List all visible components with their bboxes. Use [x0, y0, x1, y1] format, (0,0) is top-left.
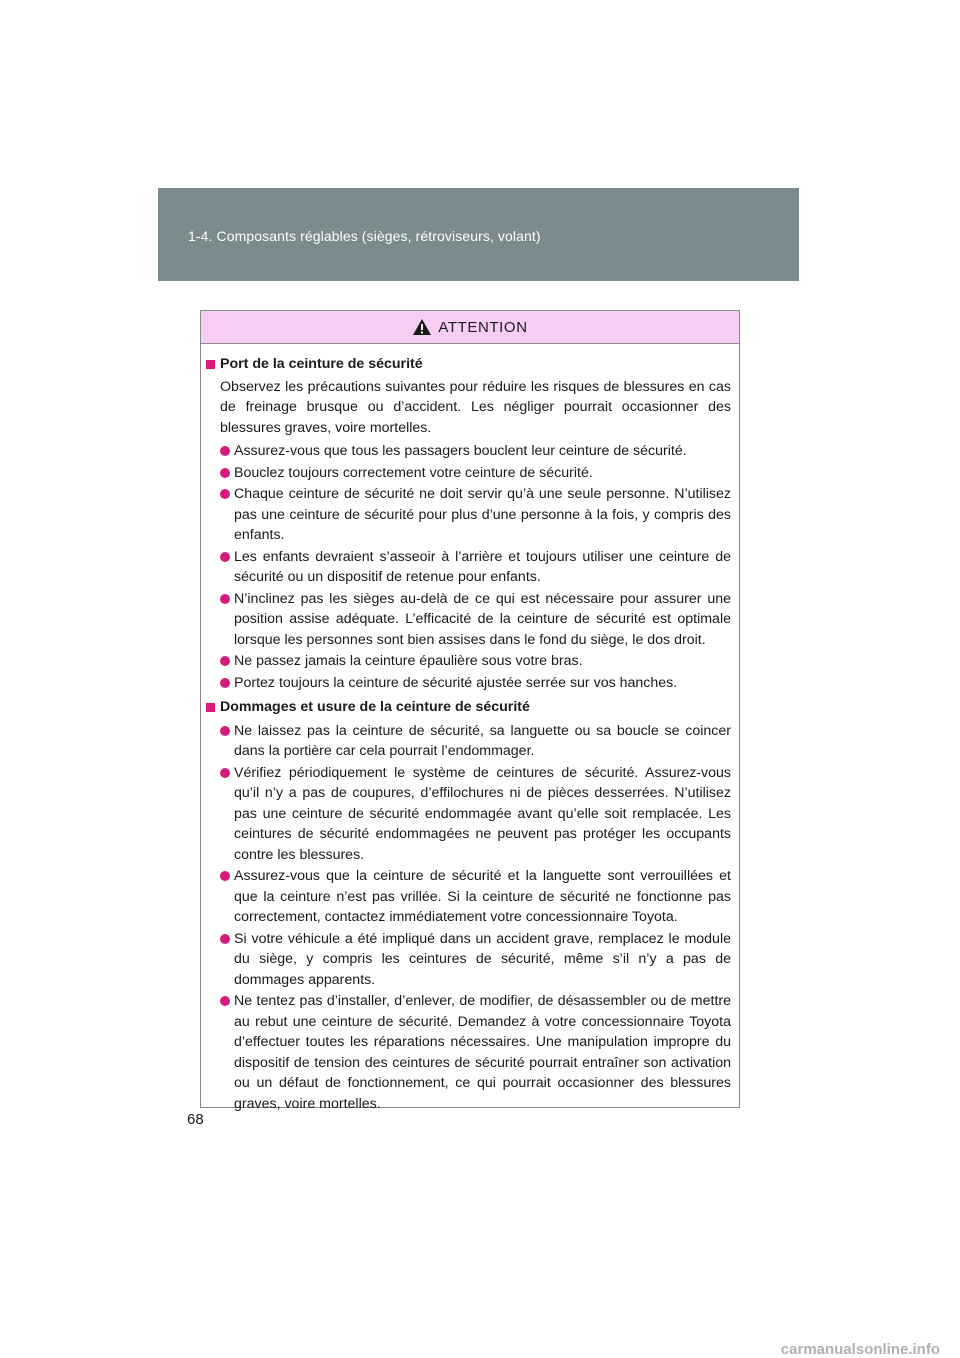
list-item-text: Ne tentez pas d’installer, d’enlever, de modifier, de désassembler ou de mettre au rebut une ceinture de sécurité. Demandez à votre concessionnaire Toyota d’effectuer toutes les réparations nécessaires. Une manipulation impropre du dispositif de tension des ceintures de sécurité pourrait entraîner son activation ou un défaut de fonctionnement, ce qui pourrait occasionner des blessures graves, voire mortelles. [234, 993, 731, 1112]
warning-header [201, 311, 739, 344]
round-bullet-icon [220, 489, 230, 499]
round-bullet-icon [220, 768, 230, 778]
round-bullet-icon [220, 468, 230, 478]
list-item-text: Portez toujours la ceinture de sécurité ajustée serrée sur vos hanches. [234, 674, 678, 691]
list-item-text: Assurez-vous que tous les passagers bouclent leur ceinture de sécurité. [234, 443, 687, 459]
list-item [220, 721, 731, 762]
section-heading-text: Dommages et usure de la ceinture de sécurité [220, 699, 530, 715]
list-item-text: Assurez-vous que la ceinture de sécurité et la languette sont verrouillées et que la ceinture n’est pas vrillée. Si la ceinture de sécurité ne fonctionne pas correctement, contactez immédiatement votre concessionnaire Toyota. [234, 868, 731, 925]
list-item-text: Si votre véhicule a été impliqué dans un accident grave, remplacez le module du siège, y compris les ceintures de sécurité, même s’il n’y a pas de dommages apparents. [234, 930, 731, 988]
list-item [220, 547, 731, 588]
page-number: 68 [187, 1111, 204, 1128]
list-item [220, 651, 731, 672]
round-bullet-icon [220, 594, 230, 604]
round-bullet-icon [220, 678, 230, 688]
section-heading [206, 354, 731, 375]
round-bullet-icon [220, 726, 230, 736]
watermark: carmanualsonline.info [780, 1341, 940, 1358]
round-bullet-icon [220, 656, 230, 666]
list-item [220, 763, 731, 866]
section-heading-text: Port de la ceinture de sécurité [220, 356, 423, 372]
list-item-text: Chaque ceinture de sécurité ne doit servir qu’à une seule personne. N’utilisez pas une ceinture de sécurité pour plus d’une personne à la fois, y compris des enfants. [234, 486, 731, 543]
list-item [220, 484, 731, 546]
list-item-text: Bouclez toujours correctement votre ceinture de sécurité. [234, 464, 593, 481]
chapter-header-band [158, 188, 799, 281]
list-item-text: Ne laissez pas la ceinture de sécurité, sa languette ou sa boucle se coincer dans la portière car cela pourrait l’endommager. [234, 722, 731, 759]
bullet-list [220, 441, 731, 693]
warning-box [200, 310, 740, 1112]
chapter-section-title: 1-4. Composants réglables (sièges, rétroviseurs, volant) [188, 228, 541, 244]
list-item [220, 441, 731, 462]
warning-title: ATTENTION [438, 318, 528, 336]
round-bullet-icon [220, 871, 230, 881]
square-marker-icon [206, 703, 215, 712]
list-item [220, 673, 731, 694]
list-item [220, 463, 731, 484]
square-marker-icon [206, 360, 215, 369]
round-bullet-icon [220, 996, 230, 1006]
round-bullet-icon [220, 446, 230, 456]
list-item-text: Vérifiez périodiquement le système de ceintures de sécurité. Assurez-vous qu’il n’y a pas de coupures, d’effilochures ni de pièces desserrées. N’utilisez pas une ceinture de sécurité endommagée avant qu’elle soit remplacée. Les ceintures de sécurité endommagées ne peuvent pas protéger les occupants contre les blessures. [234, 764, 731, 863]
list-item [220, 991, 731, 1114]
round-bullet-icon [220, 934, 230, 944]
list-item [220, 589, 731, 651]
list-item-text: Ne passez jamais la ceinture épaulière sous votre bras. [234, 653, 583, 669]
list-item [220, 929, 731, 991]
section-intro: Observez les précautions suivantes pour réduire les risques de blessures en cas de freinage brusque ou d’accident. Les négliger pourrait occasionner des blessures graves, voire mortelles. [220, 378, 731, 436]
list-item-text: N’inclinez pas les sièges au-delà de ce qui est nécessaire pour assurer une position assise adéquate. L’efficacité de la ceinture de sécurité est optimale lorsque les personnes sont bien assises dans le fond du siège, le dos droit. [234, 590, 731, 648]
list-item [220, 866, 731, 928]
list-item-text: Les enfants devraient s’asseoir à l’arrière et toujours utiliser une ceinture de sécurité ou un dispositif de retenue pour enfants. [234, 548, 731, 585]
warning-triangle-icon [412, 318, 432, 336]
section-heading [206, 697, 731, 718]
bullet-list [220, 721, 731, 1115]
warning-body [201, 344, 739, 1114]
round-bullet-icon [220, 552, 230, 562]
